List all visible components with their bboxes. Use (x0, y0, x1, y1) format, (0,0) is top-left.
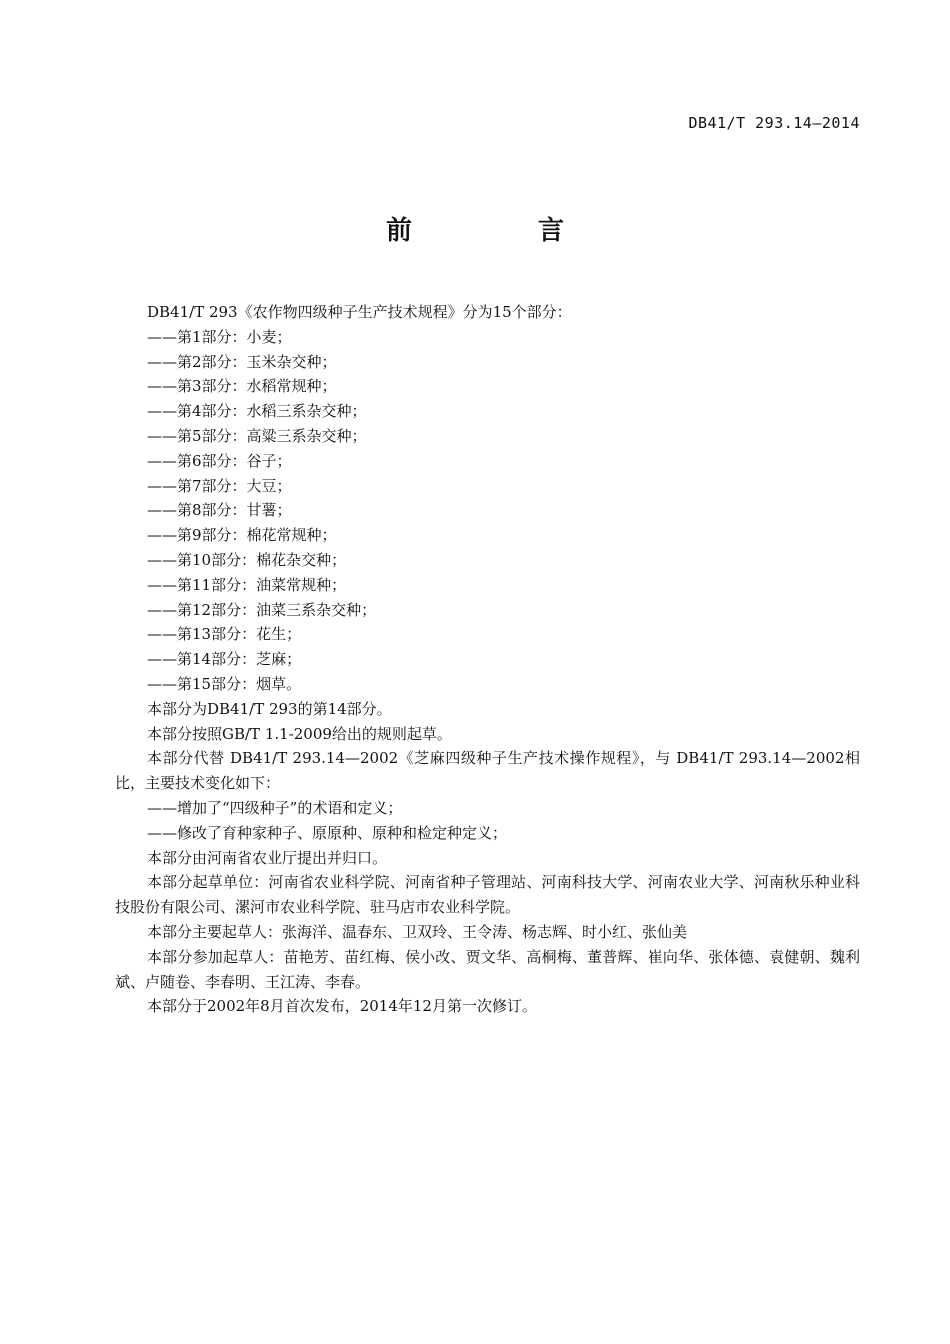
publication-history: 本部分于2002年8月首次发布，2014年12月第一次修订。 (147, 997, 537, 1016)
proposer-statement: 本部分由河南省农业厅提出并归口。 (147, 848, 388, 867)
part-item: ——第5部分：高粱三系杂交种； (147, 426, 367, 445)
part-item: ——第11部分：油菜常规种； (147, 575, 347, 594)
participating-drafters: 本部分参加起草人：苗艳芳、苗红梅、侯小改、贾文华、高桐梅、董普辉、崔向华、张体德、袁健朝、魏利斌、卢随卷、李春明、王江涛、李春。 (115, 947, 860, 991)
drafting-units: 本部分起草单位：河南省农业科学院、河南省种子管理站、河南科技大学、河南农业大学、河南秋乐种业科技股份有限公司、漯河市农业科学院、驻马店市农业科学院。 (115, 873, 860, 917)
replacement-statement: 本部分代替 DB41/T 293.14—2002《芝麻四级种子生产技术操作规程》，与 DB41/T 293.14—2002相比，主要技术变化如下： (115, 749, 860, 793)
part-item: ——第7部分：大豆； (147, 476, 292, 495)
part-item: ——第13部分：花生； (147, 625, 302, 644)
part-item: ——第8部分：甘薯； (147, 501, 292, 520)
document-number: DB41/T 293.14—2014 (688, 114, 860, 132)
part-item: ——第3部分：水稻常规种； (147, 377, 337, 396)
part-item: ——第4部分：水稻三系杂交种； (147, 402, 367, 421)
part-item: ——第9部分：棉花常规种； (147, 526, 337, 545)
change-item: ——增加了“四级种子”的术语和定义； (147, 798, 403, 817)
change-item: ——修改了育种家种子、原原种、原种和检定种定义； (147, 823, 508, 842)
foreword-body (115, 300, 860, 1019)
part-statement: 本部分为DB41/T 293的第14部分。 (147, 699, 392, 718)
intro-paragraph: DB41/T 293《农作物四级种子生产技术规程》分为15个部分： (147, 303, 572, 321)
drafting-rules: 本部分按照GB/T 1.1-2009给出的规则起草。 (147, 724, 452, 743)
page-title: 前 言 (385, 216, 614, 246)
part-item: ——第6部分：谷子； (147, 451, 292, 470)
part-item: ——第10部分：棉花杂交种； (147, 550, 347, 569)
main-drafters: 本部分主要起草人：张海洋、温春东、卫双玲、王令涛、杨志辉、时小红、张仙美 (147, 922, 688, 941)
part-item: ——第14部分：芝麻； (147, 650, 302, 669)
part-item: ——第2部分：玉米杂交种； (147, 352, 337, 371)
part-item: ——第12部分：油菜三系杂交种； (147, 600, 377, 619)
part-item: ——第1部分：小麦； (147, 327, 292, 346)
part-item: ——第15部分：烟草。 (147, 674, 302, 693)
